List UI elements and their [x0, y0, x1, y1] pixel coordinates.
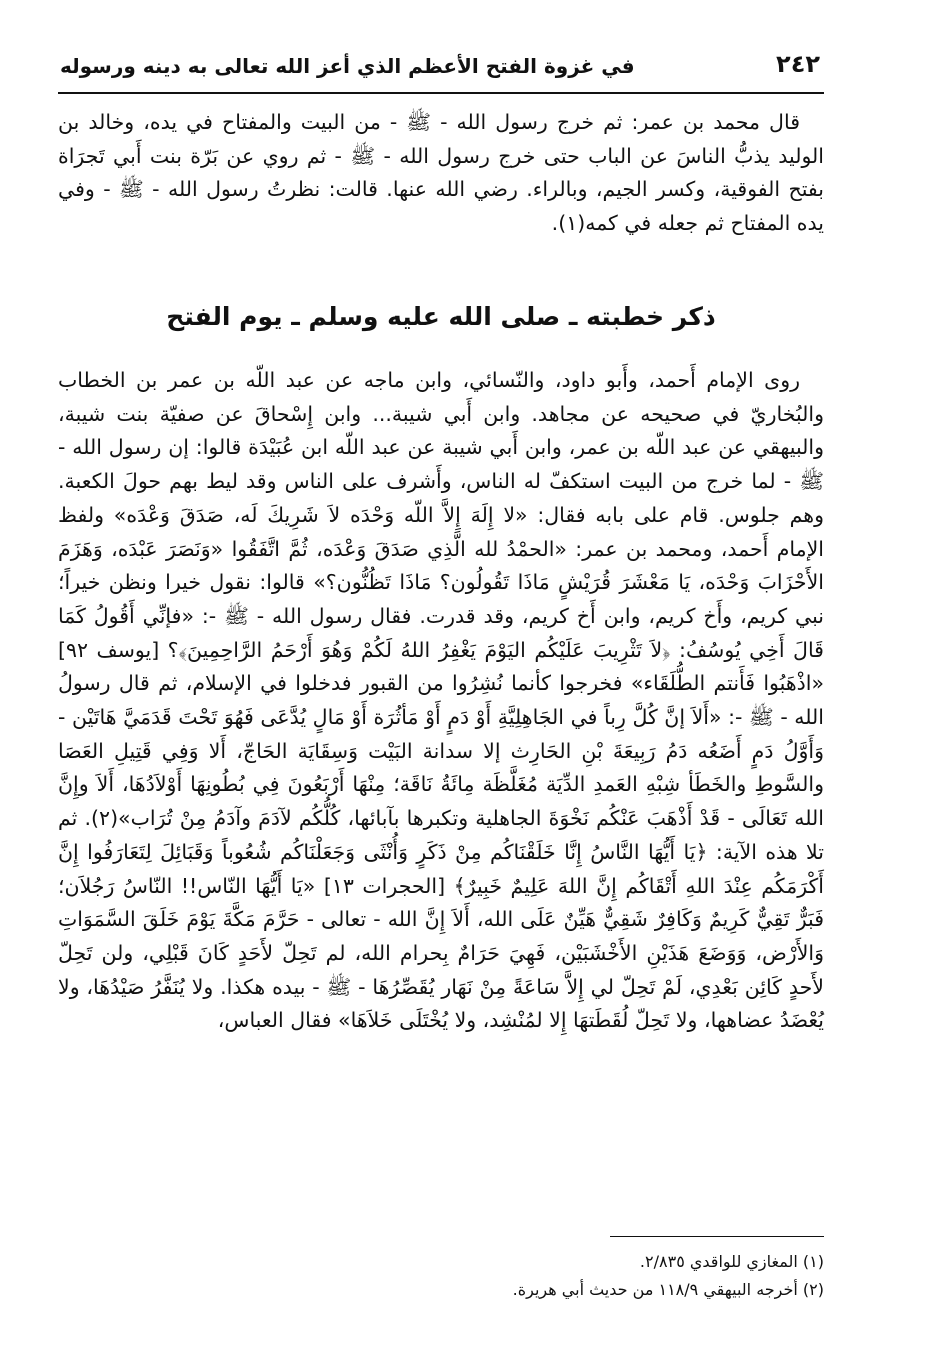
page-header: [60, 50, 820, 90]
footnote-2: (٢) أخرجه البيهقي ١١٨/٩ من حديث أبي هريرة.: [512, 1280, 824, 1299]
footnote-divider: [610, 1236, 824, 1237]
footnote-1: (١) المغازي للواقدي ٢/٨٣٥.: [639, 1252, 824, 1271]
intro-paragraph: [58, 106, 824, 240]
section-text: روى الإمام أَحمد، وأَبو داود، والنّسائي، وابن ماجه عن عبد اللّه بن عمر بن الخطاب والبُخاريّ في صحيحه عن مجاهد. وابن أَبي شيبة... وابن إِسْحاقَ عن صفيّة بنت شيبة، والبيهقي عن عبد اللّه بن عمر، وابن أَبي شيبة عن عبد اللّه ابن عُبَيْدَة قالوا: إن رسول الله - ﷺ - لما خرج من البيت استكفّ له الناس، وأَشرف على الناس وقد ليط بهم حولَ الكعبة. وهم جلوس. قام على بابه فقال: «لا إِلَهَ إِلاَّ اللّه وَحْدَه لاَ شَرِيكَ لَه، صَدَقَ وَعْدَه» ولفظ الإمام أَحمد، ومحمد بن عمر: «الحمْدُ لله الَّذِي صَدَقَ وَعْدَه، ثُمَّ اتَّفَقُوا «وَنَصَرَ عَبْدَه، وَهَزَمَ الأَحْزَابَ وَحْدَه، يَا مَعْشَرَ قُرَيْشٍ مَاذَا تَقُولُون؟ مَاذَا تَظُنُّون؟» قالوا: نقول خيرا ونظن خيراً؛ نبي كريم، وأَخ كريم، وابن أَخ كريم، وقد قدرت. فقال رسول الله - ﷺ -: «فإنِّي أَقُولُ كَمَا قَالَ أَخِي يُوسُفُ: ﴿لاَ تَثْرِيبَ عَلَيْكُم اليَوْمَ يَغْفِرُ اللهُ لَكُمْ وَهُوَ أَرْحَمُ الرَّاحِمِينَ﴾؟ [يوسف ٩٢] «اذْهَبُوا فَأَنتم الطُّلَقَاء» فخرجوا كأنما نُشِرُوا من القبور فدخلوا في الإسلام، ثم قال رسولُ الله - ﷺ -: «أَلاَ إنَّ كُلَّ رِباً في الجَاهِلِيَّةِ أَوْ دَمٍ أَوْ مَأثُرَة أَوْ مَالٍ يُدَّعَى فَهُوَ تَحْتَ قَدَمَيَّ هَاتَيْن - وَأَوَّلُ دَمٍ أَضَعُه دَمُ رَبِيعَةَ بْنِ الحَارِث إلا سدانة البَيْت وَسِقَايَة الحَاجّ، أَلا وَفِي قَتِيلِ العَصَا والسَّوطِ والخَطَأ شِبْهِ العَمدِ الدِّيَة مُغَلَّظَة مِائَةُ نَاقَة؛ مِنْهَا أَرْبَعُونَ فِي بُطُونِهَا أَوْلاَدُهَا، أَلاَ وإِنَّ الله تَعَالَى - قَدْ أَذْهَبَ عَنْكُم نَخْوَةَ الجاهلية وتكبرها بآبائها، كُلُّكُم لآدَمَ وآدَمُ مِنْ تُرَاب»(٢). ثم تلا هذه الآية: ﴿يَا أَيُّهَا النَّاسُ إِنَّا خَلَقْنَاكُم مِنْ ذَكَرٍ وَأُنْثَى وَجَعَلْنَاكُم شُعُوباً وَقَبَائِلَ لِتَعَارَفُوا إِنَّ أَكْرَمَكُم عِنْدَ اللهِ أَتْقَاكُم إِنَّ اللهَ عَلِيمٌ خَبِيرٌ﴾ [الحجرات ١٣] «يَا أَيُّهَا النّاس!! النّاسُ رَجُلاَن؛ فَبَرٌّ تَقِيٌّ كَرِيمٌ وَكَافِرٌ شَقِيٌّ هَيِّنٌ عَلَى الله، أَلاَ إِنَّ الله - تعالى - حَرَّمَ مَكَّةَ يَوْمَ خَلَقَ السَّمَوَاتِ وَالأَرْض، وَوَضَعَ هَذَيْنِ الأَخْشَبَيْن، فَهِيَ حَرَامٌ بِحرام الله، لم تَحِلّ لأَحَدٍ كَانَ قَبْلِي، ولن تَحِلّ لأَحدٍ كَائِن بَعْدِي، لَمْ تَحِلّ لي إِلاَّ سَاعَةً مِنْ نَهَار يُقَصِّرُهَا - ﷺ - بيده هكذا. ولا يُنَفَّرُ صَيْدُهَا، ولا يُعْضَدُ عضاهها، ولا تَحِلّ لُقَطَتهَا إِلا لمُنْشِد، ولا يُخْتَلَى خَلاَهَا» فقال العباس،: [58, 368, 825, 1033]
header-divider: [58, 92, 824, 94]
section-body: [58, 364, 824, 1038]
section-heading: ذكر خطبته ـ صلى الله عليه وسلم ـ يوم الفتح: [166, 302, 716, 331]
running-title: في غزوة الفتح الأعظم الذي أعز الله تعالى به دينه ورسوله: [60, 54, 635, 78]
footnotes: [58, 1248, 824, 1304]
page-number: ٢٤٢: [776, 50, 820, 78]
intro-text: قال محمد بن عمر: ثم خرج رسول الله - ﷺ - من البيت والمفتاح في يده، وخالد بن الوليد يذبُّ الناسَ عن الباب حتى خرج رسول الله - ﷺ - ثم روي عن بَرّة بنت أَبي تَجرَاة بفتح الفوقية، وكسر الجيم، وبالراء. رضي الله عنها. قالت: نظرتُ رسول الله - ﷺ - وفي يده المفتاح ثم جعله في كمه(١).: [58, 110, 824, 235]
